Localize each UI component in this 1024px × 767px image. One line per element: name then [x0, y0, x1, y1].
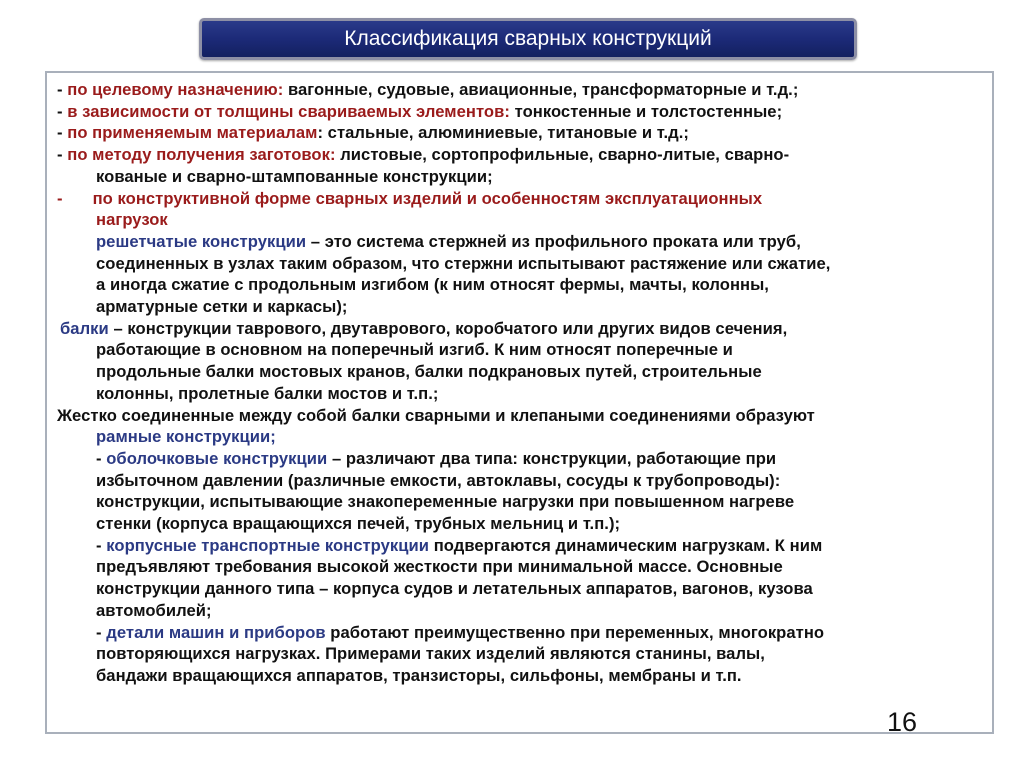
slide-title-bar — [199, 18, 857, 60]
item-materials: - по применяемым материалам: стальные, алюминиевые, титановые и т.д.; — [57, 123, 689, 143]
item-thickness: - в зависимости от толщины свариваемых элементов: тонкостенные и толстостенные; — [57, 101, 783, 121]
blanks-method-key: по методу получения заготовок: — [67, 145, 336, 165]
classification-text: - по целевому назначению: вагонные, судовые, авиационные, трансформаторные и т.д.; - в зависимости от толщины свариваемых элементов: тонкостенные и толстостенные; - по применяемым материалам: стальные, алюминиевые, титановые и т.д.; - по методу получения заготовок: листовые, сортопрофильные, сварно-литые, сварно- кованые и сварно-штампованные конструкции; - по конструктивной форме сварных изделий и особенностям эксплуатационных нагрузок решетчатые конструкции – это система стержней из профильного проката или труб, соединенных в узлах таким образом, что стержни испытывают растяжение или сжатие, а иногда сжатие с продольным изгибом (к ним относят фермы, мачты, колонны, арматурные сетки и каркасы); балки – конструкции таврового, двутаврового, коробчатого или других видов сечения, работающие в основном на поперечный изгиб. К ним относят поперечные и продольные балки мостовых кранов, балки подкрановых путей, строительные колонны, пролетные балки мостов и т.п.; Жестко соединенные между собой балки сварными и клепаными соединениями образуют рамные конструкции; - оболочковые конструкции – различают два типа: конструкции, работающие при избыточном давлении (различные емкости, автоклавы, сосуды к трубопроводы): конструкции, испытывающие знакопеременные нагрузки при повышенном нагреве стенки (корпуса вращающихся печей, трубных мельниц и т.п.); - корпусные транспортные конструкции подвергаются динамическим нагрузкам. К ним предъявляют требования высокой жесткости при минимальной массе. Основные конструкции данного типа – корпуса судов и летательных аппаратов, вагонов, кузова автомобилей; - детали машин и приборов работают преимущественно при переменных, многократно повторяющихся нагрузках. Примерами таких изделий являются станины, валы, бандажи вращающихся аппаратов, транзисторы, сильфоны, мембраны и т.п. — [57, 79, 982, 687]
thickness-key: в зависимости от толщины свариваемых элементов: — [67, 101, 510, 121]
frames-key: рамные конструкции; — [96, 427, 276, 447]
page-number: 16 — [887, 707, 918, 737]
machine-parts-key: детали машин и приборов — [106, 622, 326, 642]
slide-title: Классификация сварных конструкций — [344, 27, 712, 50]
item-transport-hull: - корпусные транспортные конструкции подвергаются динамическим нагрузкам. К ним — [96, 535, 823, 555]
item-purpose: - по целевому назначению: вагонные, судовые, авиационные, трансформаторные и т.д.; — [57, 80, 799, 99]
item-lattice: решетчатые конструкции – это система стержней из профильного проката или труб, — [96, 231, 801, 251]
item-frames-intro: Жестко соединенные между собой балки сварными и клепаными соединениями образуют — [57, 405, 815, 425]
item-shell: - оболочковые конструкции – различают два типа: конструкции, работающие при — [96, 448, 777, 468]
item-blanks-method-cont: кованые и сварно-штампованные конструкции; — [96, 166, 493, 186]
item-beams: балки – конструкции таврового, двутаврового, коробчатого или других видов сечения, — [60, 318, 788, 338]
purpose-key: по целевому назначению: — [67, 80, 284, 99]
lattice-key: решетчатые конструкции — [96, 231, 307, 251]
shell-key: оболочковые конструкции — [106, 448, 328, 468]
item-blanks-method: - по методу получения заготовок: листовые, сортопрофильные, сварно-литые, сварно- — [57, 145, 790, 165]
beams-key: балки — [60, 318, 109, 338]
item-design-form-cont: нагрузок — [96, 210, 168, 230]
design-form-key: по конструктивной форме сварных изделий и особенностям эксплуатационных — [92, 188, 763, 208]
transport-hull-key: корпусные транспортные конструкции — [106, 535, 430, 555]
materials-key: по применяемым материалам — [67, 123, 318, 143]
item-machine-parts: - детали машин и приборов работают преимущественно при переменных, многократно — [96, 622, 825, 642]
item-design-form: - по конструктивной форме сварных изделий и особенностям эксплуатационных — [57, 188, 763, 208]
